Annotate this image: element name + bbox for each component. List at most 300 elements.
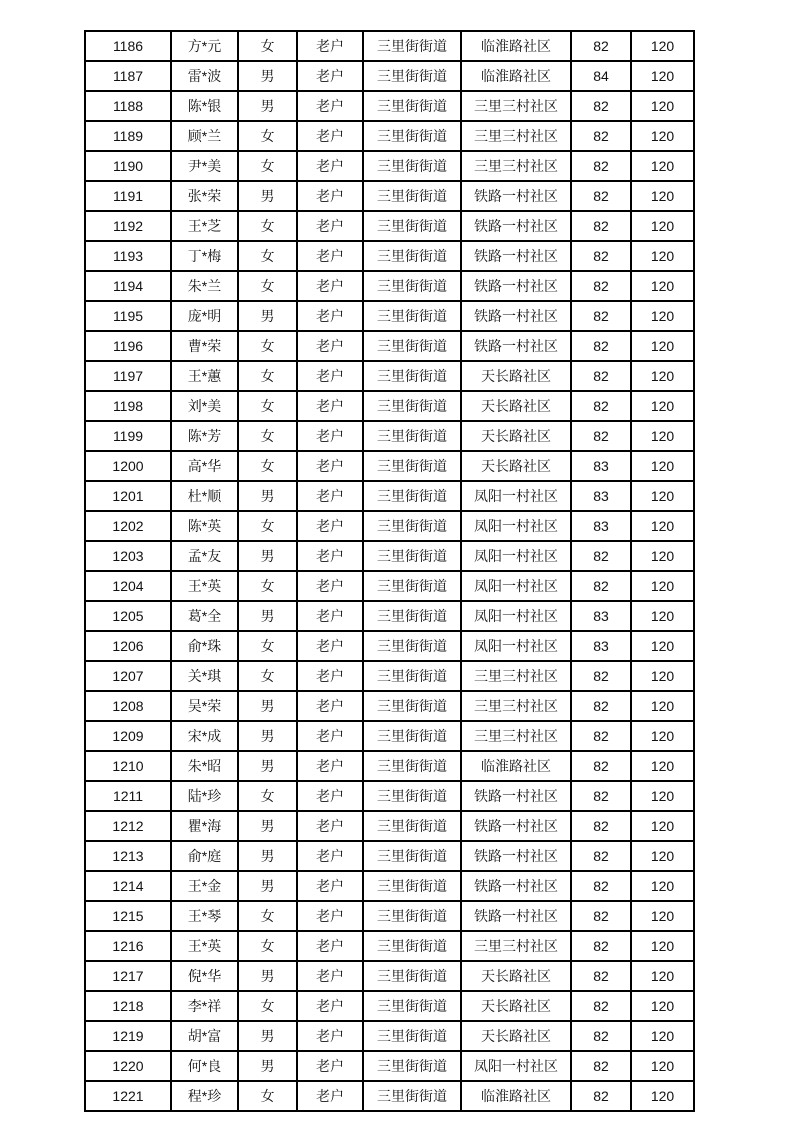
cell-amount: 120	[631, 841, 694, 871]
cell-household_type: 老户	[297, 121, 363, 151]
cell-household_type: 老户	[297, 1021, 363, 1051]
cell-household_type: 老户	[297, 1051, 363, 1081]
cell-gender: 男	[238, 481, 297, 511]
cell-score: 82	[571, 301, 631, 331]
cell-street: 三里街街道	[363, 541, 461, 571]
cell-score: 82	[571, 361, 631, 391]
cell-name: 庞*明	[171, 301, 238, 331]
cell-name: 瞿*海	[171, 811, 238, 841]
cell-community: 三里三村社区	[461, 661, 571, 691]
cell-street: 三里街街道	[363, 601, 461, 631]
cell-household_type: 老户	[297, 571, 363, 601]
table-row	[85, 121, 694, 151]
cell-score: 82	[571, 931, 631, 961]
cell-id: 1205	[85, 601, 171, 631]
cell-household_type: 老户	[297, 181, 363, 211]
cell-household_type: 老户	[297, 631, 363, 661]
cell-street: 三里街街道	[363, 361, 461, 391]
cell-household_type: 老户	[297, 661, 363, 691]
cell-street: 三里街街道	[363, 421, 461, 451]
cell-household_type: 老户	[297, 421, 363, 451]
table-row	[85, 931, 694, 961]
cell-id: 1213	[85, 841, 171, 871]
cell-community: 铁路一村社区	[461, 241, 571, 271]
cell-street: 三里街街道	[363, 631, 461, 661]
table-row	[85, 301, 694, 331]
cell-household_type: 老户	[297, 541, 363, 571]
cell-street: 三里街街道	[363, 751, 461, 781]
cell-amount: 120	[631, 631, 694, 661]
cell-street: 三里街街道	[363, 961, 461, 991]
cell-amount: 120	[631, 901, 694, 931]
cell-household_type: 老户	[297, 301, 363, 331]
cell-score: 82	[571, 841, 631, 871]
cell-community: 凤阳一村社区	[461, 631, 571, 661]
cell-street: 三里街街道	[363, 781, 461, 811]
cell-score: 82	[571, 1081, 631, 1111]
cell-id: 1202	[85, 511, 171, 541]
cell-id: 1203	[85, 541, 171, 571]
cell-amount: 120	[631, 151, 694, 181]
cell-community: 天长路社区	[461, 361, 571, 391]
cell-household_type: 老户	[297, 391, 363, 421]
cell-community: 天长路社区	[461, 391, 571, 421]
cell-id: 1214	[85, 871, 171, 901]
cell-household_type: 老户	[297, 211, 363, 241]
cell-community: 凤阳一村社区	[461, 601, 571, 631]
cell-name: 丁*梅	[171, 241, 238, 271]
cell-community: 临淮路社区	[461, 1081, 571, 1111]
cell-score: 83	[571, 451, 631, 481]
cell-street: 三里街街道	[363, 511, 461, 541]
cell-community: 铁路一村社区	[461, 841, 571, 871]
cell-community: 铁路一村社区	[461, 811, 571, 841]
cell-gender: 男	[238, 1051, 297, 1081]
cell-score: 82	[571, 721, 631, 751]
cell-gender: 女	[238, 931, 297, 961]
cell-score: 82	[571, 871, 631, 901]
cell-name: 陆*珍	[171, 781, 238, 811]
cell-amount: 120	[631, 451, 694, 481]
cell-id: 1216	[85, 931, 171, 961]
cell-household_type: 老户	[297, 841, 363, 871]
cell-gender: 女	[238, 901, 297, 931]
cell-name: 孟*友	[171, 541, 238, 571]
cell-id: 1221	[85, 1081, 171, 1111]
cell-score: 82	[571, 391, 631, 421]
cell-amount: 120	[631, 91, 694, 121]
cell-household_type: 老户	[297, 721, 363, 751]
cell-name: 陈*芳	[171, 421, 238, 451]
cell-household_type: 老户	[297, 241, 363, 271]
cell-name: 王*琴	[171, 901, 238, 931]
cell-score: 82	[571, 781, 631, 811]
cell-street: 三里街街道	[363, 121, 461, 151]
cell-household_type: 老户	[297, 691, 363, 721]
cell-gender: 女	[238, 511, 297, 541]
cell-gender: 女	[238, 391, 297, 421]
cell-household_type: 老户	[297, 901, 363, 931]
cell-gender: 女	[238, 571, 297, 601]
cell-amount: 120	[631, 271, 694, 301]
cell-gender: 男	[238, 91, 297, 121]
cell-amount: 120	[631, 721, 694, 751]
cell-amount: 120	[631, 31, 694, 61]
cell-id: 1212	[85, 811, 171, 841]
table-row	[85, 631, 694, 661]
cell-household_type: 老户	[297, 961, 363, 991]
table-row	[85, 271, 694, 301]
cell-gender: 女	[238, 271, 297, 301]
cell-gender: 男	[238, 961, 297, 991]
table-row	[85, 31, 694, 61]
cell-name: 王*英	[171, 931, 238, 961]
cell-amount: 120	[631, 781, 694, 811]
cell-score: 82	[571, 181, 631, 211]
table-row	[85, 991, 694, 1021]
cell-id: 1190	[85, 151, 171, 181]
cell-name: 何*良	[171, 1051, 238, 1081]
table-row	[85, 601, 694, 631]
cell-name: 朱*兰	[171, 271, 238, 301]
cell-amount: 120	[631, 421, 694, 451]
table-row	[85, 181, 694, 211]
cell-amount: 120	[631, 811, 694, 841]
cell-gender: 女	[238, 121, 297, 151]
cell-amount: 120	[631, 181, 694, 211]
cell-gender: 男	[238, 721, 297, 751]
cell-score: 83	[571, 481, 631, 511]
cell-household_type: 老户	[297, 361, 363, 391]
table-row	[85, 361, 694, 391]
cell-gender: 女	[238, 781, 297, 811]
cell-amount: 120	[631, 751, 694, 781]
cell-street: 三里街街道	[363, 1081, 461, 1111]
cell-community: 铁路一村社区	[461, 181, 571, 211]
cell-household_type: 老户	[297, 481, 363, 511]
cell-id: 1200	[85, 451, 171, 481]
cell-household_type: 老户	[297, 751, 363, 781]
cell-amount: 120	[631, 361, 694, 391]
cell-street: 三里街街道	[363, 181, 461, 211]
cell-name: 李*祥	[171, 991, 238, 1021]
cell-score: 82	[571, 811, 631, 841]
cell-gender: 女	[238, 451, 297, 481]
cell-id: 1196	[85, 331, 171, 361]
cell-id: 1215	[85, 901, 171, 931]
table-row	[85, 391, 694, 421]
cell-score: 82	[571, 91, 631, 121]
cell-score: 82	[571, 331, 631, 361]
cell-name: 俞*庭	[171, 841, 238, 871]
cell-gender: 女	[238, 1081, 297, 1111]
cell-street: 三里街街道	[363, 451, 461, 481]
cell-score: 82	[571, 991, 631, 1021]
table-row	[85, 661, 694, 691]
cell-gender: 男	[238, 1021, 297, 1051]
cell-street: 三里街街道	[363, 871, 461, 901]
cell-amount: 120	[631, 541, 694, 571]
cell-score: 83	[571, 511, 631, 541]
cell-street: 三里街街道	[363, 391, 461, 421]
cell-id: 1208	[85, 691, 171, 721]
cell-score: 82	[571, 151, 631, 181]
cell-name: 陈*银	[171, 91, 238, 121]
cell-id: 1186	[85, 31, 171, 61]
cell-score: 82	[571, 661, 631, 691]
cell-amount: 120	[631, 601, 694, 631]
cell-gender: 女	[238, 631, 297, 661]
cell-name: 杜*顺	[171, 481, 238, 511]
cell-name: 王*英	[171, 571, 238, 601]
cell-street: 三里街街道	[363, 661, 461, 691]
residents-table-body	[85, 31, 694, 1111]
table-row	[85, 901, 694, 931]
cell-street: 三里街街道	[363, 691, 461, 721]
cell-household_type: 老户	[297, 781, 363, 811]
cell-street: 三里街街道	[363, 811, 461, 841]
cell-id: 1187	[85, 61, 171, 91]
cell-name: 张*荣	[171, 181, 238, 211]
cell-household_type: 老户	[297, 871, 363, 901]
cell-amount: 120	[631, 871, 694, 901]
cell-community: 三里三村社区	[461, 721, 571, 751]
table-row	[85, 721, 694, 751]
cell-score: 82	[571, 31, 631, 61]
cell-name: 倪*华	[171, 961, 238, 991]
cell-name: 胡*富	[171, 1021, 238, 1051]
cell-score: 82	[571, 211, 631, 241]
cell-community: 铁路一村社区	[461, 271, 571, 301]
cell-household_type: 老户	[297, 91, 363, 121]
cell-gender: 男	[238, 841, 297, 871]
cell-gender: 女	[238, 361, 297, 391]
residents-table	[84, 30, 695, 1112]
cell-amount: 120	[631, 571, 694, 601]
cell-community: 临淮路社区	[461, 31, 571, 61]
cell-community: 铁路一村社区	[461, 901, 571, 931]
cell-household_type: 老户	[297, 271, 363, 301]
cell-community: 凤阳一村社区	[461, 541, 571, 571]
cell-household_type: 老户	[297, 991, 363, 1021]
cell-amount: 120	[631, 661, 694, 691]
cell-amount: 120	[631, 391, 694, 421]
table-row	[85, 751, 694, 781]
cell-street: 三里街街道	[363, 61, 461, 91]
cell-street: 三里街街道	[363, 1051, 461, 1081]
cell-name: 俞*珠	[171, 631, 238, 661]
cell-gender: 男	[238, 601, 297, 631]
cell-score: 83	[571, 601, 631, 631]
table-row	[85, 871, 694, 901]
cell-amount: 120	[631, 481, 694, 511]
cell-community: 铁路一村社区	[461, 211, 571, 241]
table-row	[85, 151, 694, 181]
cell-amount: 120	[631, 691, 694, 721]
cell-amount: 120	[631, 241, 694, 271]
cell-id: 1210	[85, 751, 171, 781]
cell-score: 82	[571, 271, 631, 301]
cell-gender: 男	[238, 691, 297, 721]
cell-community: 天长路社区	[461, 421, 571, 451]
cell-name: 陈*英	[171, 511, 238, 541]
cell-name: 顾*兰	[171, 121, 238, 151]
cell-community: 三里三村社区	[461, 151, 571, 181]
cell-id: 1209	[85, 721, 171, 751]
cell-id: 1207	[85, 661, 171, 691]
cell-score: 82	[571, 1051, 631, 1081]
cell-community: 临淮路社区	[461, 61, 571, 91]
cell-id: 1194	[85, 271, 171, 301]
table-row	[85, 691, 694, 721]
cell-amount: 120	[631, 931, 694, 961]
table-row	[85, 781, 694, 811]
cell-amount: 120	[631, 961, 694, 991]
cell-amount: 120	[631, 301, 694, 331]
cell-score: 82	[571, 241, 631, 271]
cell-household_type: 老户	[297, 931, 363, 961]
cell-id: 1206	[85, 631, 171, 661]
table-row	[85, 1051, 694, 1081]
cell-id: 1219	[85, 1021, 171, 1051]
cell-id: 1211	[85, 781, 171, 811]
cell-id: 1192	[85, 211, 171, 241]
cell-gender: 男	[238, 301, 297, 331]
cell-household_type: 老户	[297, 451, 363, 481]
cell-gender: 女	[238, 241, 297, 271]
cell-community: 凤阳一村社区	[461, 1051, 571, 1081]
cell-gender: 女	[238, 661, 297, 691]
cell-id: 1220	[85, 1051, 171, 1081]
cell-id: 1189	[85, 121, 171, 151]
cell-street: 三里街街道	[363, 301, 461, 331]
cell-street: 三里街街道	[363, 571, 461, 601]
table-row	[85, 1081, 694, 1111]
cell-street: 三里街街道	[363, 151, 461, 181]
cell-amount: 120	[631, 1021, 694, 1051]
cell-community: 凤阳一村社区	[461, 511, 571, 541]
table-row	[85, 571, 694, 601]
cell-street: 三里街街道	[363, 901, 461, 931]
table-row	[85, 211, 694, 241]
table-row	[85, 541, 694, 571]
cell-gender: 女	[238, 991, 297, 1021]
cell-name: 方*元	[171, 31, 238, 61]
cell-gender: 女	[238, 331, 297, 361]
cell-community: 铁路一村社区	[461, 781, 571, 811]
cell-community: 三里三村社区	[461, 91, 571, 121]
table-row	[85, 61, 694, 91]
cell-score: 82	[571, 421, 631, 451]
cell-community: 天长路社区	[461, 451, 571, 481]
cell-amount: 120	[631, 121, 694, 151]
cell-gender: 男	[238, 541, 297, 571]
cell-name: 朱*昭	[171, 751, 238, 781]
cell-community: 铁路一村社区	[461, 301, 571, 331]
cell-community: 三里三村社区	[461, 691, 571, 721]
cell-id: 1195	[85, 301, 171, 331]
cell-name: 吴*荣	[171, 691, 238, 721]
cell-street: 三里街街道	[363, 241, 461, 271]
cell-gender: 男	[238, 181, 297, 211]
cell-community: 铁路一村社区	[461, 331, 571, 361]
cell-id: 1217	[85, 961, 171, 991]
cell-community: 天长路社区	[461, 1021, 571, 1051]
cell-id: 1199	[85, 421, 171, 451]
cell-name: 王*芝	[171, 211, 238, 241]
cell-community: 凤阳一村社区	[461, 571, 571, 601]
cell-street: 三里街街道	[363, 211, 461, 241]
cell-name: 高*华	[171, 451, 238, 481]
cell-gender: 男	[238, 811, 297, 841]
cell-gender: 女	[238, 31, 297, 61]
table-row	[85, 451, 694, 481]
table-row	[85, 811, 694, 841]
cell-community: 临淮路社区	[461, 751, 571, 781]
table-row	[85, 511, 694, 541]
cell-street: 三里街街道	[363, 31, 461, 61]
cell-household_type: 老户	[297, 811, 363, 841]
cell-street: 三里街街道	[363, 1021, 461, 1051]
cell-name: 关*琪	[171, 661, 238, 691]
cell-community: 凤阳一村社区	[461, 481, 571, 511]
cell-community: 铁路一村社区	[461, 871, 571, 901]
table-row	[85, 421, 694, 451]
cell-name: 葛*全	[171, 601, 238, 631]
cell-id: 1204	[85, 571, 171, 601]
cell-household_type: 老户	[297, 601, 363, 631]
cell-gender: 女	[238, 151, 297, 181]
cell-score: 84	[571, 61, 631, 91]
cell-score: 82	[571, 541, 631, 571]
cell-score: 82	[571, 1021, 631, 1051]
table-row	[85, 841, 694, 871]
cell-amount: 120	[631, 1051, 694, 1081]
cell-street: 三里街街道	[363, 481, 461, 511]
cell-score: 82	[571, 961, 631, 991]
table-row	[85, 331, 694, 361]
cell-community: 天长路社区	[461, 991, 571, 1021]
cell-amount: 120	[631, 61, 694, 91]
cell-id: 1193	[85, 241, 171, 271]
cell-score: 83	[571, 631, 631, 661]
cell-name: 曹*荣	[171, 331, 238, 361]
cell-id: 1218	[85, 991, 171, 1021]
cell-name: 程*珍	[171, 1081, 238, 1111]
cell-community: 天长路社区	[461, 961, 571, 991]
cell-gender: 男	[238, 751, 297, 781]
table-row	[85, 961, 694, 991]
table-row	[85, 241, 694, 271]
cell-street: 三里街街道	[363, 991, 461, 1021]
cell-gender: 男	[238, 871, 297, 901]
table-row	[85, 1021, 694, 1051]
cell-id: 1197	[85, 361, 171, 391]
cell-name: 尹*美	[171, 151, 238, 181]
cell-score: 82	[571, 751, 631, 781]
cell-id: 1201	[85, 481, 171, 511]
cell-amount: 120	[631, 991, 694, 1021]
cell-score: 82	[571, 571, 631, 601]
table-row	[85, 481, 694, 511]
cell-gender: 女	[238, 421, 297, 451]
cell-street: 三里街街道	[363, 931, 461, 961]
cell-id: 1198	[85, 391, 171, 421]
cell-gender: 男	[238, 61, 297, 91]
cell-name: 雷*波	[171, 61, 238, 91]
cell-name: 刘*美	[171, 391, 238, 421]
cell-name: 宋*成	[171, 721, 238, 751]
